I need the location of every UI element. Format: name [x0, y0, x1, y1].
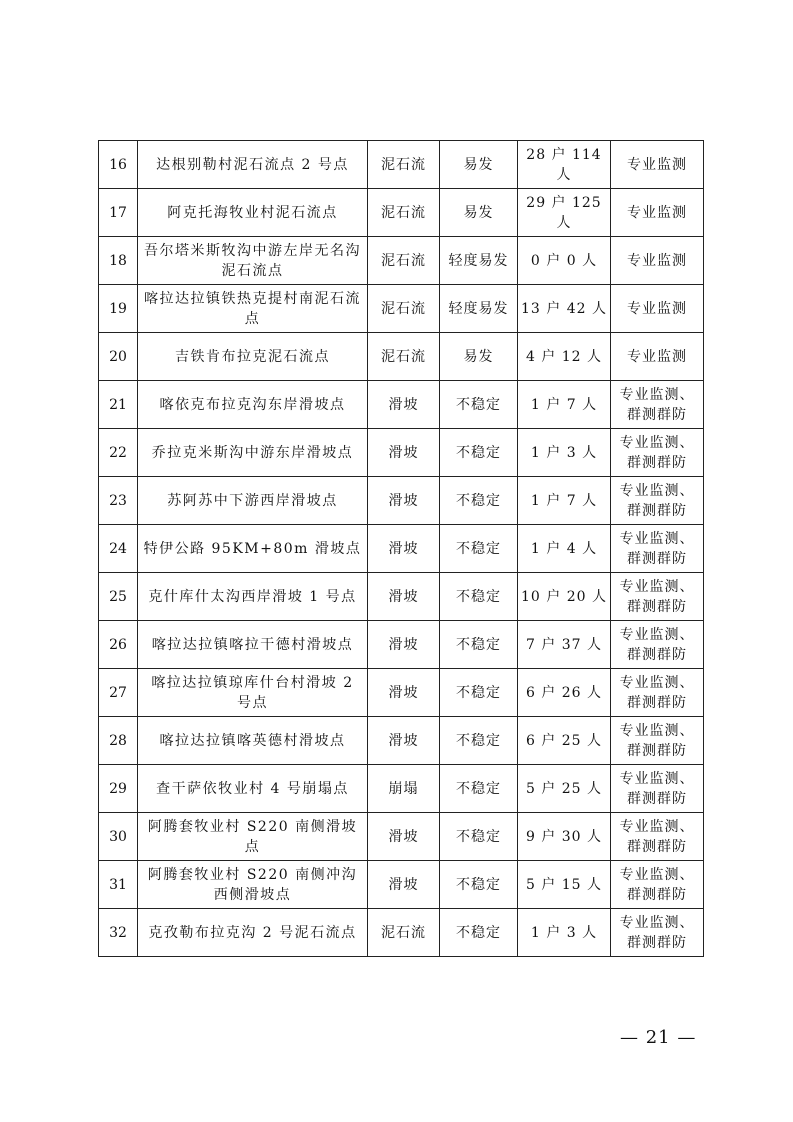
cell-threatened-population: 1 户 7 人 [518, 381, 611, 429]
table-body [99, 141, 704, 957]
cell-hazard-name: 克孜勒布拉克沟 2 号泥石流点 [138, 909, 368, 957]
table-row [99, 717, 704, 765]
cell-hazard-name: 喀拉达拉镇铁热克提村南泥石流点 [138, 285, 368, 333]
cell-stability: 不稳定 [440, 477, 518, 525]
cell-hazard-name: 达根别勒村泥石流点 2 号点 [138, 141, 368, 189]
cell-threatened-population: 4 户 12 人 [518, 333, 611, 381]
cell-hazard-type: 泥石流 [368, 141, 440, 189]
cell-number: 16 [99, 141, 138, 189]
cell-monitoring-measure: 专业监测 [611, 285, 704, 333]
hazard-points-table [98, 140, 704, 957]
cell-stability: 易发 [440, 189, 518, 237]
cell-hazard-name: 乔拉克米斯沟中游东岸滑坡点 [138, 429, 368, 477]
cell-hazard-name: 阿腾套牧业村 S220 南侧冲沟西侧滑坡点 [138, 861, 368, 909]
cell-hazard-name: 阿腾套牧业村 S220 南侧滑坡点 [138, 813, 368, 861]
cell-stability: 不稳定 [440, 381, 518, 429]
table-row [99, 381, 704, 429]
cell-threatened-population: 5 户 15 人 [518, 861, 611, 909]
cell-stability: 易发 [440, 333, 518, 381]
cell-stability: 不稳定 [440, 573, 518, 621]
cell-threatened-population: 10 户 20 人 [518, 573, 611, 621]
table-row [99, 525, 704, 573]
table-row [99, 909, 704, 957]
cell-hazard-name: 吉铁肯布拉克泥石流点 [138, 333, 368, 381]
cell-number: 28 [99, 717, 138, 765]
cell-monitoring-measure: 专业监测、群测群防 [611, 813, 704, 861]
table-row [99, 285, 704, 333]
cell-monitoring-measure: 专业监测、群测群防 [611, 669, 704, 717]
cell-monitoring-measure: 专业监测、群测群防 [611, 525, 704, 573]
cell-threatened-population: 5 户 25 人 [518, 765, 611, 813]
cell-stability: 不稳定 [440, 813, 518, 861]
cell-number: 20 [99, 333, 138, 381]
cell-monitoring-measure: 专业监测、群测群防 [611, 861, 704, 909]
cell-threatened-population: 1 户 3 人 [518, 909, 611, 957]
cell-hazard-name: 阿克托海牧业村泥石流点 [138, 189, 368, 237]
cell-hazard-name: 喀依克布拉克沟东岸滑坡点 [138, 381, 368, 429]
cell-monitoring-measure: 专业监测 [611, 141, 704, 189]
cell-number: 17 [99, 189, 138, 237]
cell-monitoring-measure: 专业监测、群测群防 [611, 717, 704, 765]
cell-hazard-type: 泥石流 [368, 285, 440, 333]
cell-threatened-population: 0 户 0 人 [518, 237, 611, 285]
cell-number: 27 [99, 669, 138, 717]
cell-number: 21 [99, 381, 138, 429]
cell-monitoring-measure: 专业监测、群测群防 [611, 429, 704, 477]
cell-monitoring-measure: 专业监测、群测群防 [611, 621, 704, 669]
cell-threatened-population: 7 户 37 人 [518, 621, 611, 669]
cell-hazard-name: 吾尔塔米斯牧沟中游左岸无名沟泥石流点 [138, 237, 368, 285]
page-number: — 21 — [620, 1027, 697, 1048]
table-row [99, 573, 704, 621]
cell-stability: 不稳定 [440, 429, 518, 477]
cell-hazard-type: 泥石流 [368, 333, 440, 381]
table-row [99, 189, 704, 237]
cell-number: 31 [99, 861, 138, 909]
cell-stability: 轻度易发 [440, 237, 518, 285]
table-row [99, 333, 704, 381]
table-row [99, 669, 704, 717]
cell-stability: 不稳定 [440, 669, 518, 717]
cell-threatened-population: 1 户 4 人 [518, 525, 611, 573]
cell-hazard-type: 泥石流 [368, 189, 440, 237]
cell-hazard-type: 滑坡 [368, 621, 440, 669]
cell-number: 25 [99, 573, 138, 621]
cell-stability: 不稳定 [440, 909, 518, 957]
cell-stability: 轻度易发 [440, 285, 518, 333]
cell-number: 30 [99, 813, 138, 861]
cell-hazard-type: 泥石流 [368, 237, 440, 285]
cell-hazard-name: 喀拉达拉镇喀英德村滑坡点 [138, 717, 368, 765]
cell-threatened-population: 6 户 26 人 [518, 669, 611, 717]
cell-hazard-name: 克什库什太沟西岸滑坡 1 号点 [138, 573, 368, 621]
table-row [99, 141, 704, 189]
cell-hazard-type: 崩塌 [368, 765, 440, 813]
cell-number: 32 [99, 909, 138, 957]
cell-number: 18 [99, 237, 138, 285]
table-row [99, 429, 704, 477]
cell-monitoring-measure: 专业监测 [611, 189, 704, 237]
cell-hazard-type: 滑坡 [368, 525, 440, 573]
cell-threatened-population: 28 户 114 人 [518, 141, 611, 189]
cell-threatened-population: 29 户 125 人 [518, 189, 611, 237]
cell-hazard-type: 滑坡 [368, 717, 440, 765]
cell-hazard-type: 滑坡 [368, 861, 440, 909]
cell-monitoring-measure: 专业监测、群测群防 [611, 573, 704, 621]
cell-threatened-population: 13 户 42 人 [518, 285, 611, 333]
cell-hazard-type: 滑坡 [368, 669, 440, 717]
table-row [99, 813, 704, 861]
cell-stability: 不稳定 [440, 525, 518, 573]
cell-hazard-type: 泥石流 [368, 909, 440, 957]
cell-monitoring-measure: 专业监测、群测群防 [611, 909, 704, 957]
cell-number: 22 [99, 429, 138, 477]
cell-hazard-type: 滑坡 [368, 573, 440, 621]
cell-monitoring-measure: 专业监测 [611, 237, 704, 285]
cell-threatened-population: 6 户 25 人 [518, 717, 611, 765]
table-row [99, 621, 704, 669]
cell-number: 24 [99, 525, 138, 573]
cell-stability: 不稳定 [440, 861, 518, 909]
cell-hazard-type: 滑坡 [368, 477, 440, 525]
cell-hazard-name: 特伊公路 95KM+80m 滑坡点 [138, 525, 368, 573]
cell-threatened-population: 9 户 30 人 [518, 813, 611, 861]
cell-number: 19 [99, 285, 138, 333]
table-row [99, 477, 704, 525]
cell-stability: 不稳定 [440, 765, 518, 813]
table-row [99, 765, 704, 813]
table-row [99, 861, 704, 909]
cell-hazard-type: 滑坡 [368, 813, 440, 861]
cell-hazard-name: 查干萨依牧业村 4 号崩塌点 [138, 765, 368, 813]
cell-stability: 不稳定 [440, 621, 518, 669]
cell-number: 26 [99, 621, 138, 669]
table-row [99, 237, 704, 285]
cell-hazard-name: 苏阿苏中下游西岸滑坡点 [138, 477, 368, 525]
cell-threatened-population: 1 户 7 人 [518, 477, 611, 525]
cell-threatened-population: 1 户 3 人 [518, 429, 611, 477]
cell-monitoring-measure: 专业监测、群测群防 [611, 765, 704, 813]
cell-number: 23 [99, 477, 138, 525]
cell-stability: 不稳定 [440, 717, 518, 765]
cell-stability: 易发 [440, 141, 518, 189]
cell-hazard-type: 滑坡 [368, 381, 440, 429]
cell-hazard-name: 喀拉达拉镇琼库什台村滑坡 2 号点 [138, 669, 368, 717]
cell-monitoring-measure: 专业监测、群测群防 [611, 381, 704, 429]
cell-hazard-name: 喀拉达拉镇喀拉干德村滑坡点 [138, 621, 368, 669]
cell-monitoring-measure: 专业监测、群测群防 [611, 477, 704, 525]
cell-monitoring-measure: 专业监测 [611, 333, 704, 381]
cell-number: 29 [99, 765, 138, 813]
cell-hazard-type: 滑坡 [368, 429, 440, 477]
